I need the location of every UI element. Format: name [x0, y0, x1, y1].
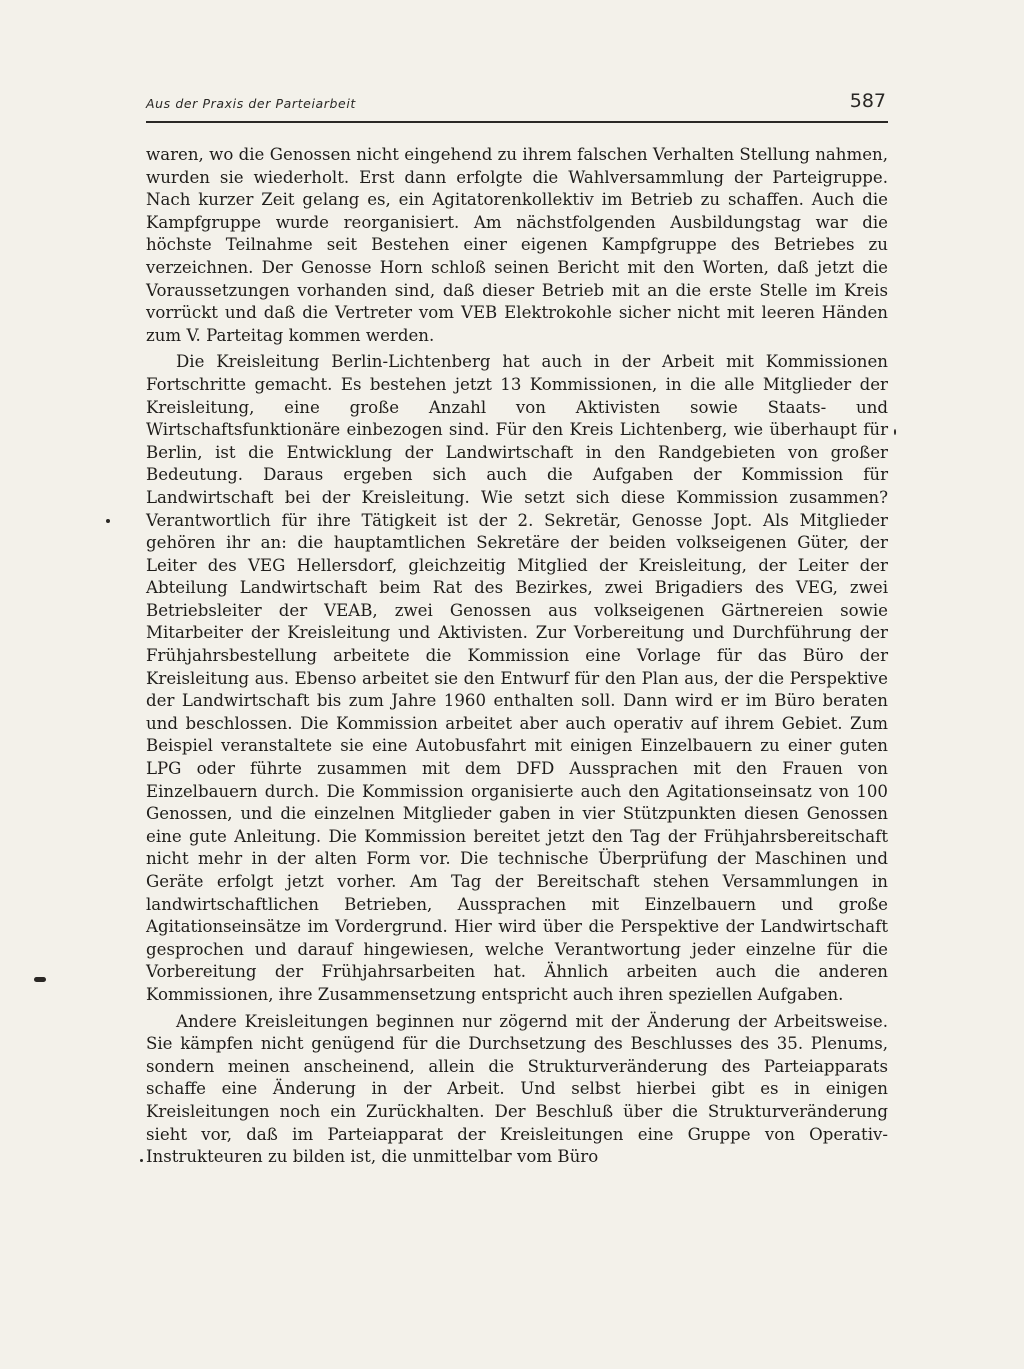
- margin-speck: [140, 1159, 143, 1162]
- running-head: Aus der Praxis der Parteiarbeit: [146, 96, 356, 111]
- paragraph-2: Die Kreisleitung Berlin-Lichtenberg hat auch in der Arbeit mit Kommissionen Fortschritte gemacht. Es bestehen jetzt 13 Kommissionen, in die alle Mitglieder der Kreisleitung, eine große Anzahl von Aktivisten sowie Staats- und Wirtschaftsfunktionäre einbezogen sind. Für den Kreis Lichtenberg, wie überhaupt für Berlin, ist die Entwicklung der Landwirtschaft in den Randgebieten von großer Bedeutung. Daraus ergeben sich auch die Aufgaben der Kommission für Landwirtschaft bei der Kreisleitung. Wie setzt sich diese Kommission zusammen? Verantwortlich für ihre Tätigkeit ist der 2. Sekretär, Genosse Jopt. Als Mitglieder gehören ihr an: die hauptamtlichen Sekretäre der beiden volkseigenen Güter, der Leiter des VEG Hellersdorf, gleichzeitig Mitglied der Kreisleitung, der Leiter der Abteilung Landwirtschaft beim Rat des Bezirkes, zwei Brigadiers des VEG, zwei Betriebsleiter der VEAB, zwei Genossen aus volkseigenen Gärtnereien sowie Mitarbeiter der Kreisleitung und Aktivisten. Zur Vorbereitung und Durchführung der Frühjahrsbestellung arbeitete die Kommission eine Vorlage für das Büro der Kreisleitung aus. Ebenso arbeitet sie den Entwurf für den Plan aus, der die Perspektive der Landwirtschaft bis zum Jahre 1960 enthalten soll. Dann wird er im Büro beraten und beschlossen. Die Kommission arbeitet aber auch operativ auf ihrem Gebiet. Zum Beispiel veranstaltete sie eine Autobusfahrt mit einigen Einzelbauern zu einer guten LPG oder führte zusammen mit dem DFD Aussprachen mit den Frauen von Einzelbauern durch. Die Kommission organisierte auch den Agitationseinsatz von 100 Genossen, und die einzelnen Mitglieder gaben in vier Stützpunkten diesen Genossen eine gute Anleitung. Die Kommission bereitet jetzt den Tag der Frühjahrsbereitschaft nicht mehr in der alten Form vor. Die technische Überprüfung der Maschinen und Geräte erfolgt jetzt vorher. Am Tag der Bereitschaft stehen Versammlungen in landwirtschaftlichen Betrieben, Aussprachen mit Einzelbauern und große Agitationseinsätze im Vordergrund. Hier wird über die Perspektive der Landwirtschaft gesprochen und darauf hingewiesen, welche Verantwortung jeder einzelne für die Vorbereitung der Frühjahrsarbeiten hat. Ähnlich arbeiten auch die anderen Kommissionen, ihre Zusammensetzung entspricht auch ihren speziellen Aufgaben.: [146, 352, 888, 1004]
- body-text: [146, 144, 888, 1169]
- margin-speck: [34, 977, 46, 982]
- margin-speck: [894, 429, 896, 435]
- paragraph-1: waren, wo die Genossen nicht eingehend zu ihrem falschen Verhalten Stellung nahmen, wurden sie wiederholt. Erst dann erfolgte die Wahlversammlung der Parteigruppe. Nach kurzer Zeit gelang es, ein Agitatorenkollektiv im Betrieb zu schaffen. Auch die Kampfgruppe wurde reorganisiert. Am nächstfolgenden Ausbildungstag war die höchste Teilnahme seit Bestehen einer eigenen Kampfgruppe des Betriebes zu verzeichnen. Der Genosse Horn schloß seinen Bericht mit den Worten, daß jetzt die Voraussetzungen vorhanden sind, daß dieser Betrieb mit an die erste Stelle im Kreis vorrückt und daß die Vertreter vom VEB Elektrokohle sicher nicht mit leeren Händen zum V. Parteitag kommen werden.: [146, 145, 888, 345]
- margin-speck: [106, 519, 110, 523]
- page-number: 587: [849, 90, 886, 112]
- page-header: [146, 92, 888, 118]
- paragraph-3: Andere Kreisleitungen beginnen nur zögernd mit der Änderung der Arbeitsweise. Sie kämpfen nicht genügend für die Durchsetzung des Beschlusses des 35. Plenums, sondern meinen anscheinend, allein die Strukturveränderung des Parteiapparats schaffe eine Änderung in der Arbeit. Und selbst hierbei gibt es in einigen Kreisleitungen noch ein Zurückhalten. Der Beschluß über die Strukturveränderung sieht vor, daß im Parteiapparat der Kreisleitungen eine Gruppe von Operativ-Instrukteuren zu bilden ist, die unmittelbar vom Büro: [146, 1011, 888, 1167]
- header-rule: [146, 121, 888, 123]
